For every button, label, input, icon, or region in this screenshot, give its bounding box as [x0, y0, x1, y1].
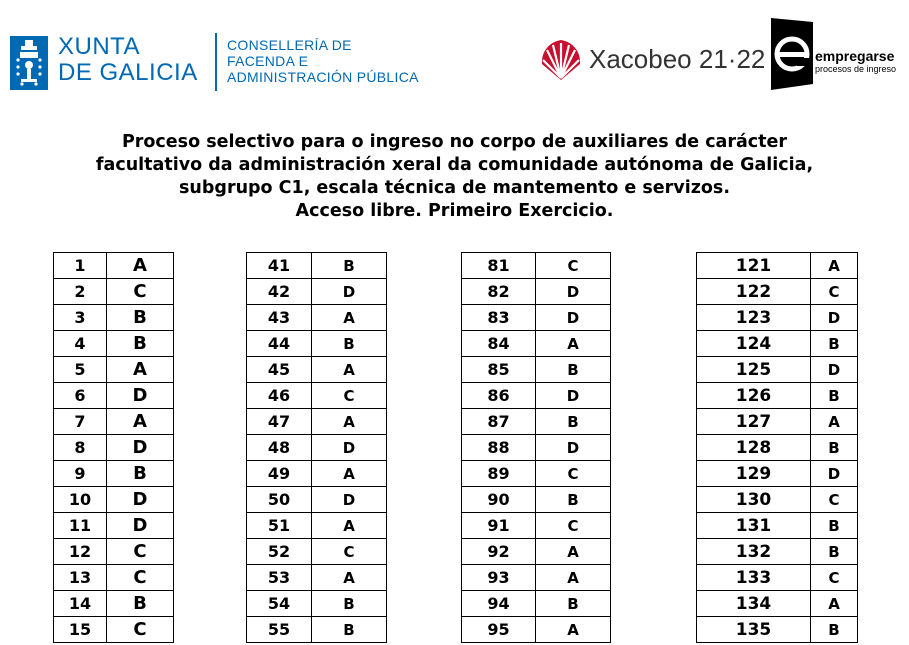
question-number: 12	[54, 539, 107, 565]
answer-letter: A	[107, 253, 174, 279]
table-row	[697, 357, 858, 383]
answer-letter: A	[107, 409, 174, 435]
conselleria-wordmark	[227, 37, 419, 85]
empregarse-name: empregarse	[815, 48, 895, 64]
table-row	[54, 617, 174, 643]
table-row	[697, 279, 858, 305]
question-number: 121	[697, 253, 811, 279]
answer-letter: A	[536, 331, 611, 357]
question-number: 52	[247, 539, 312, 565]
answer-letter: C	[811, 279, 858, 305]
table-row	[54, 279, 174, 305]
question-number: 50	[247, 487, 312, 513]
table-row	[247, 305, 387, 331]
table-row	[54, 487, 174, 513]
xunta-line2: DE GALICIA	[58, 59, 198, 86]
answer-letter: B	[536, 409, 611, 435]
answer-letter: A	[312, 305, 387, 331]
answer-letter: D	[536, 279, 611, 305]
table-row	[247, 253, 387, 279]
question-number: 128	[697, 435, 811, 461]
answer-table-3	[461, 252, 611, 643]
answer-letter: B	[312, 617, 387, 643]
question-number: 135	[697, 617, 811, 643]
table-row	[697, 487, 858, 513]
answer-table-2	[246, 252, 387, 643]
answer-letter: B	[811, 513, 858, 539]
table-row	[54, 591, 174, 617]
question-number: 82	[462, 279, 536, 305]
answer-letter: D	[107, 513, 174, 539]
xunta-line1: XUNTA	[58, 33, 141, 60]
table-row	[697, 253, 858, 279]
answer-letter: C	[107, 565, 174, 591]
question-number: 10	[54, 487, 107, 513]
question-number: 1	[54, 253, 107, 279]
answer-letter: A	[811, 409, 858, 435]
question-number: 14	[54, 591, 107, 617]
table-row	[247, 513, 387, 539]
question-number: 45	[247, 357, 312, 383]
answer-letter: B	[312, 253, 387, 279]
answer-letter: A	[312, 461, 387, 487]
answer-letter: B	[811, 331, 858, 357]
question-number: 87	[462, 409, 536, 435]
table-row	[462, 617, 611, 643]
question-number: 122	[697, 279, 811, 305]
table-row	[697, 565, 858, 591]
table-row	[697, 461, 858, 487]
answer-letter: B	[811, 539, 858, 565]
answer-table-1	[53, 252, 174, 643]
table-row	[697, 513, 858, 539]
question-number: 129	[697, 461, 811, 487]
answer-letter: A	[107, 357, 174, 383]
question-number: 91	[462, 513, 536, 539]
answer-letter: B	[536, 357, 611, 383]
table-row	[247, 435, 387, 461]
answer-letter: A	[536, 617, 611, 643]
question-number: 81	[462, 253, 536, 279]
question-number: 86	[462, 383, 536, 409]
question-number: 42	[247, 279, 312, 305]
answer-letter: D	[312, 279, 387, 305]
question-number: 126	[697, 383, 811, 409]
answer-letter: C	[107, 617, 174, 643]
table-row	[697, 617, 858, 643]
table-row	[54, 435, 174, 461]
table-row	[697, 383, 858, 409]
answer-letter: C	[107, 279, 174, 305]
table-row	[247, 565, 387, 591]
question-number: 95	[462, 617, 536, 643]
answer-letter: A	[312, 513, 387, 539]
table-row	[247, 279, 387, 305]
title-line1: Proceso selectivo para o ingreso no corpo de auxiliares de carácter	[121, 132, 788, 152]
question-number: 90	[462, 487, 536, 513]
question-number: 89	[462, 461, 536, 487]
table-row	[54, 305, 174, 331]
question-number: 7	[54, 409, 107, 435]
conselleria-line3: ADMINISTRACIÓN PÚBLICA	[227, 69, 419, 85]
question-number: 130	[697, 487, 811, 513]
answer-letter: A	[811, 253, 858, 279]
answer-letter: B	[811, 383, 858, 409]
answer-letter: C	[312, 383, 387, 409]
table-row	[462, 539, 611, 565]
answer-letter: B	[107, 331, 174, 357]
answer-letter: C	[107, 539, 174, 565]
answer-letter: C	[536, 461, 611, 487]
table-row	[247, 539, 387, 565]
question-number: 93	[462, 565, 536, 591]
question-number: 85	[462, 357, 536, 383]
table-row	[54, 565, 174, 591]
table-row	[462, 409, 611, 435]
answer-letter: B	[536, 487, 611, 513]
table-row	[697, 539, 858, 565]
question-number: 5	[54, 357, 107, 383]
answer-letter: D	[811, 357, 858, 383]
table-row	[462, 357, 611, 383]
answer-letter: B	[107, 461, 174, 487]
question-number: 123	[697, 305, 811, 331]
table-row	[247, 383, 387, 409]
table-row	[54, 513, 174, 539]
header-divider	[215, 33, 217, 91]
table-row	[462, 383, 611, 409]
question-number: 94	[462, 591, 536, 617]
question-number: 11	[54, 513, 107, 539]
empregarse-subtitle: procesos de ingreso	[815, 64, 897, 74]
answer-letter: B	[811, 617, 858, 643]
xacobeo-logo	[539, 38, 771, 82]
answer-letter: B	[107, 305, 174, 331]
table-row	[462, 279, 611, 305]
question-number: 47	[247, 409, 312, 435]
empregarse-e-icon	[767, 14, 817, 92]
question-number: 53	[247, 565, 312, 591]
question-number: 51	[247, 513, 312, 539]
answer-letter: B	[811, 435, 858, 461]
answer-letter: D	[811, 305, 858, 331]
answer-letter: B	[312, 331, 387, 357]
answer-letter: A	[536, 565, 611, 591]
question-number: 6	[54, 383, 107, 409]
table-row	[247, 461, 387, 487]
scallop-shell-icon	[539, 38, 583, 82]
table-row	[247, 357, 387, 383]
table-row	[462, 435, 611, 461]
answer-letter: D	[107, 487, 174, 513]
answer-letter: B	[107, 591, 174, 617]
answer-letter: C	[811, 565, 858, 591]
table-row	[54, 357, 174, 383]
question-number: 132	[697, 539, 811, 565]
answer-letter: A	[536, 539, 611, 565]
title-line3: subgrupo C1, escala técnica de mantemento e servizos.	[179, 178, 730, 198]
document-title	[0, 131, 909, 223]
question-number: 55	[247, 617, 312, 643]
xacobeo-text: Xacobeo 21·22	[589, 44, 766, 74]
answer-letter: C	[536, 513, 611, 539]
title-line2: facultativo da administración xeral da comunidade autónoma de Galicia,	[95, 155, 814, 175]
question-number: 124	[697, 331, 811, 357]
table-row	[54, 383, 174, 409]
answer-letter: A	[312, 409, 387, 435]
question-number: 131	[697, 513, 811, 539]
question-number: 133	[697, 565, 811, 591]
answer-letter: D	[536, 435, 611, 461]
question-number: 46	[247, 383, 312, 409]
answer-letter: D	[312, 435, 387, 461]
answer-letter: D	[536, 305, 611, 331]
table-row	[247, 591, 387, 617]
table-row	[54, 539, 174, 565]
answer-letter: C	[536, 253, 611, 279]
table-row	[54, 331, 174, 357]
table-row	[697, 435, 858, 461]
question-number: 92	[462, 539, 536, 565]
table-row	[54, 461, 174, 487]
table-row	[247, 409, 387, 435]
question-number: 3	[54, 305, 107, 331]
table-row	[247, 331, 387, 357]
table-row	[462, 487, 611, 513]
question-number: 13	[54, 565, 107, 591]
table-row	[462, 331, 611, 357]
question-number: 43	[247, 305, 312, 331]
table-row	[54, 409, 174, 435]
question-number: 8	[54, 435, 107, 461]
conselleria-line2: FACENDA E	[227, 53, 309, 69]
table-row	[462, 591, 611, 617]
question-number: 134	[697, 591, 811, 617]
table-row	[247, 487, 387, 513]
table-row	[697, 331, 858, 357]
answer-letter: D	[107, 383, 174, 409]
question-number: 9	[54, 461, 107, 487]
question-number: 83	[462, 305, 536, 331]
xunta-logo-icon	[10, 36, 48, 90]
table-row	[697, 591, 858, 617]
answer-letter: D	[312, 487, 387, 513]
table-row	[54, 253, 174, 279]
answer-letter: D	[536, 383, 611, 409]
answer-letter: C	[811, 487, 858, 513]
question-number: 125	[697, 357, 811, 383]
conselleria-line1: CONSELLERÍA DE	[227, 37, 352, 53]
empregarse-logo	[767, 14, 905, 92]
answer-letter: A	[312, 357, 387, 383]
answer-letter: C	[312, 539, 387, 565]
xunta-wordmark	[58, 34, 198, 86]
question-number: 88	[462, 435, 536, 461]
question-number: 4	[54, 331, 107, 357]
question-number: 49	[247, 461, 312, 487]
question-number: 44	[247, 331, 312, 357]
answer-letter: D	[107, 435, 174, 461]
table-row	[697, 409, 858, 435]
answer-table-4	[696, 252, 858, 643]
question-number: 48	[247, 435, 312, 461]
answer-letter: B	[536, 591, 611, 617]
question-number: 54	[247, 591, 312, 617]
table-row	[462, 305, 611, 331]
question-number: 2	[54, 279, 107, 305]
table-row	[462, 253, 611, 279]
answer-letter: B	[312, 591, 387, 617]
question-number: 41	[247, 253, 312, 279]
table-row	[462, 461, 611, 487]
question-number: 15	[54, 617, 107, 643]
table-row	[462, 565, 611, 591]
table-row	[462, 513, 611, 539]
answer-letter: A	[312, 565, 387, 591]
answer-letter: A	[811, 591, 858, 617]
table-row	[247, 617, 387, 643]
title-line4: Acceso libre. Primeiro Exercicio.	[295, 201, 614, 221]
table-row	[697, 305, 858, 331]
question-number: 84	[462, 331, 536, 357]
question-number: 127	[697, 409, 811, 435]
answer-letter: D	[811, 461, 858, 487]
